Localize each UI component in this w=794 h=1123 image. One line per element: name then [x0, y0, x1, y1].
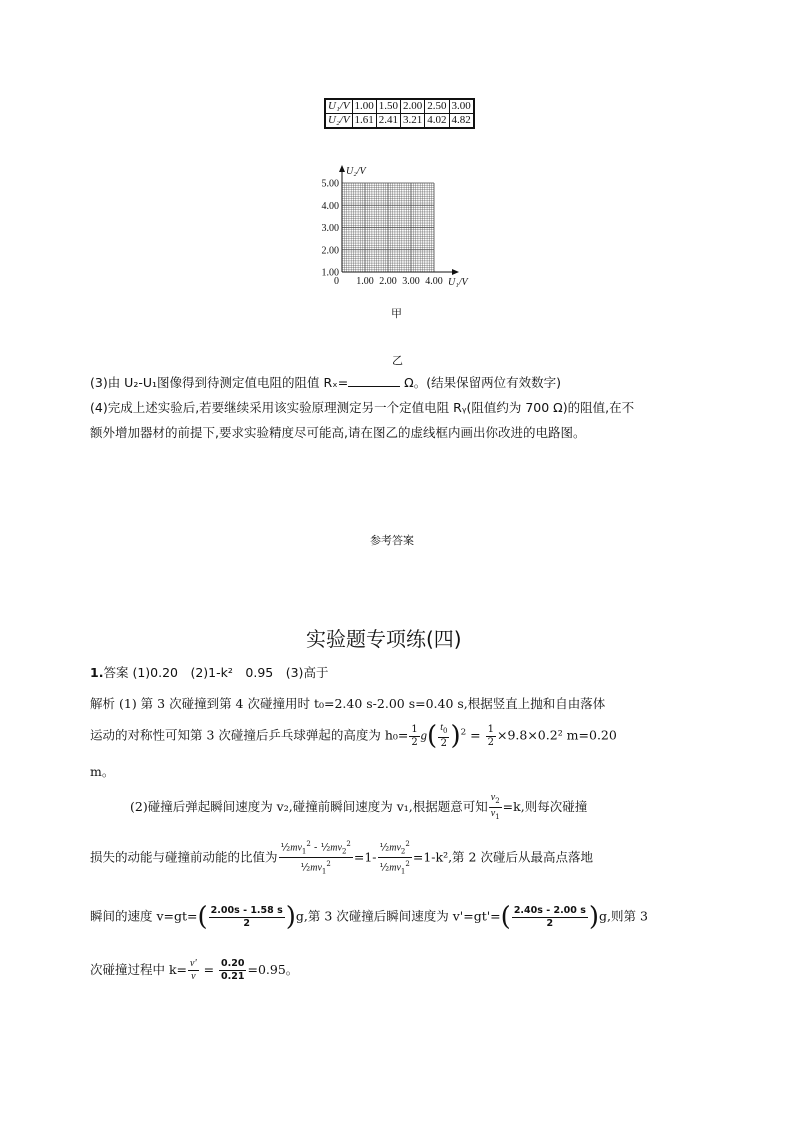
- analysis-line-4: [130, 792, 587, 823]
- section-title: 实验题专项练(四): [306, 627, 462, 651]
- analysis-text: 次碰撞过程中 k=: [90, 962, 188, 977]
- analysis-text: g,第 3 次碰撞后瞬间速度为 v'=gt'=: [295, 908, 501, 924]
- answer-number: 1.: [90, 665, 104, 680]
- figure-caption-jia: 甲: [391, 307, 402, 320]
- question-4-line-1: (4)完成上述实验后,若要继续采用该实验原理测定另一个定值电阻 Rᵧ(阻值约为 700 Ω)的阻值,在不: [90, 400, 635, 415]
- y-axis-arrow: [339, 165, 345, 172]
- analysis-text: g,则第 3: [599, 908, 648, 924]
- table-cell: 4.82: [449, 114, 474, 129]
- y-tick-label: 3.00: [321, 223, 339, 234]
- table-cell: 1.50: [376, 99, 400, 114]
- u2-u1-grid-chart: [300, 160, 490, 295]
- fraction-v2-v1: $\frac{v_2}{v_1}$: [490, 792, 500, 821]
- figure-caption-yi: 乙: [392, 354, 403, 367]
- x-tick-label: 2.00: [379, 276, 397, 287]
- table-row: [325, 99, 474, 114]
- question-3-suffix: Ω。(结果保留两位有效数字): [400, 375, 561, 390]
- fraction-t0-half: $\frac{t_0}{2}$: [440, 722, 448, 749]
- x-axis-arrow: [452, 269, 459, 275]
- table-cell: 2.00: [401, 99, 425, 114]
- fraction-half: $\frac{1}{2}$: [487, 723, 494, 748]
- table-cell: 3.00: [449, 99, 474, 114]
- fraction-half: $\frac{1}{2}$: [411, 723, 418, 748]
- analysis-text: (1) 第 3 次碰撞到第 4 次碰撞用时 t₀=2.40 s-2.00 s=0.40 s,根据竖直上抛和自由落体: [115, 696, 606, 711]
- analysis-text: =1-k²,第 2 次碰后从最高点落地: [412, 849, 593, 865]
- table-cell: 4.02: [425, 114, 449, 129]
- y-tick-label: 4.00: [321, 200, 339, 212]
- analysis-text: =k,则每次碰撞: [502, 799, 588, 814]
- table-cell: 1.00: [352, 99, 376, 114]
- fraction-k-values: $\frac{0.20}{0.21}$: [221, 958, 245, 982]
- voltage-table: [324, 98, 475, 129]
- x-tick-label: 0: [334, 276, 339, 287]
- fraction-time-1: $\frac{2.00s - 1.58 s}{2}$: [210, 904, 283, 929]
- analysis-text: 瞬间的速度 v=gt=: [90, 908, 198, 924]
- x-tick-label: 4.00: [425, 276, 443, 287]
- x-axis-label: U₁/V: [448, 277, 468, 288]
- table-row: [325, 114, 474, 129]
- y-tick-label: 5.00: [321, 178, 339, 190]
- y-tick-label: 1.00: [321, 267, 339, 279]
- table-cell: 3.21: [401, 114, 425, 129]
- analysis-line-3: m。: [90, 764, 115, 779]
- analysis-line-5: 损失的动能与碰撞前动能的比值为 $\frac{\frac{1}{2}mv_1^2 - \frac{1}{2}mv_2^2}{\frac{1}{2}mv_1^2}$ =1- $\frac{\frac{1}{2}mv_2^2}{\frac{1}{2}mv_1^2}$ =1-k²,第 2 次碰后从最高点落地: [90, 840, 593, 876]
- x-tick-label: 3.00: [402, 276, 420, 287]
- analysis-line-2: 运动的对称性可知第 3 次碰撞后乒乓球弹起的高度为 h₀= $\frac{1}{2}$ g( $\frac{t_0}{2}$ )$^2$ = $\frac{1}{2}$ ×9.8×0.2² m=0.20: [90, 721, 617, 751]
- question-4-line-2: 额外增加器材的前提下,要求实验精度尽可能高,请在图乙的虚线框内画出你改进的电路图。: [90, 425, 586, 440]
- fraction-energy-ratio: $\frac{\frac{1}{2}mv_2^2}{\frac{1}{2}mv_1^2}$: [379, 840, 410, 876]
- question-3: [90, 373, 561, 391]
- question-3-prefix: (3)由 U₂-U₁图像得到待测定值电阻的阻值 Rₓ=: [90, 375, 349, 390]
- table-cell: 2.50: [425, 99, 449, 114]
- fraction-v-prime-v: $\frac{v'}{v}$: [190, 958, 197, 982]
- analysis-line-1: [90, 694, 605, 712]
- analysis-label: 解析: [90, 696, 116, 711]
- answers-heading: 参考答案: [370, 534, 414, 547]
- table-cell: 2.41: [376, 114, 400, 129]
- y-axis-label: U₂/V: [346, 166, 366, 177]
- fraction-energy-loss: $\frac{\frac{1}{2}mv_1^2 - \frac{1}{2}mv_2^2}{\frac{1}{2}mv_1^2}$: [280, 840, 351, 876]
- x-tick-label: 1.00: [356, 276, 374, 287]
- analysis-text: ×9.8×0.2² m=0.20: [496, 727, 617, 743]
- analysis-text: (2)碰撞后弹起瞬间速度为 v₂,碰撞前瞬间速度为 v₁,根据题意可知: [130, 799, 488, 814]
- table-row-label: U₁/V: [325, 99, 352, 114]
- answer-text: (1)0.20 (2)1-k² 0.95 (3)高于: [128, 665, 329, 680]
- table-cell: 1.61: [352, 114, 376, 129]
- analysis-line-7: 次碰撞过程中 k= $\frac{v'}{v}$ = $\frac{0.20}{0.21}$ =0.95。: [90, 958, 299, 982]
- analysis-line-6: 瞬间的速度 v=gt=( $\frac{2.00s - 1.58 s}{2}$ )g,第 3 次碰撞后瞬间速度为 v'=gt'=( $\frac{2.40s - 2.00 s}{2}$ )g,则第 3: [90, 902, 648, 932]
- fraction-time-2: $\frac{2.40s - 2.00 s}{2}$: [513, 904, 586, 929]
- analysis-text: 运动的对称性可知第 3 次碰撞后乒乓球弹起的高度为 h₀=: [90, 727, 409, 743]
- analysis-text: 损失的动能与碰撞前动能的比值为: [90, 849, 278, 865]
- table-row-label: U₂/V: [325, 114, 352, 129]
- analysis-text: =0.95。: [247, 962, 299, 977]
- answer-1: [90, 663, 328, 681]
- y-tick-label: 2.00: [321, 245, 339, 257]
- answer-label: 答案: [103, 665, 129, 680]
- answer-blank: [348, 374, 400, 387]
